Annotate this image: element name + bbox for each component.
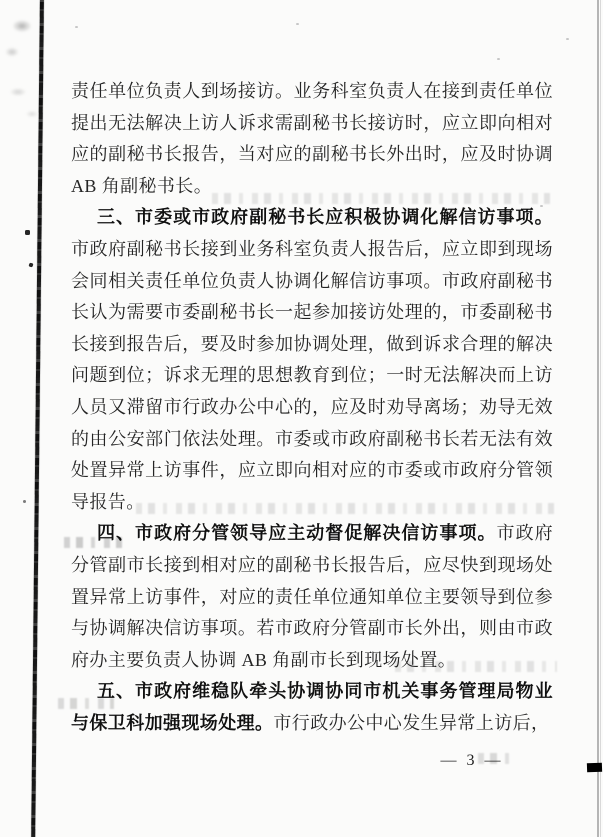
- section-4-paragraph: [71, 518, 553, 676]
- section-4-heading: 四、市政府分管领导应主动督促解决信访事项。: [97, 523, 497, 544]
- paper-speck: [566, 38, 569, 40]
- paragraph-continuation: 责任单位负责人到场接访。业务科室负责人在接到责任单位提出无法解决上访人诉求需副秘书长接访时，应立即向相对应的副秘书长报告，当对应的副秘书长外出时，应及时协调 AB 角副秘书长。: [71, 81, 553, 196]
- section-3-body-text: 市政府副秘书长接到业务科室负责人报告后，应立即到现场会同相关责任单位负责人协调化解信访事项。市政府副秘书长认为需要市委副秘书长一起参加接访处理的，市委副秘书长接到报告后，要及时参加协调处理，做到诉求合理的解决问题到位；诉求无理的思想教育到位；一时无法解决而上访人员又滞留市行政办公中心的，应及时劝导离场；劝导无效的由公安部门依法处理。市委或市政府副秘书长若无法有效处置异常上访事件，应立即向相对应的市委或市政府分管领导报告。: [71, 238, 553, 512]
- section-4-body-text: 市政府分管副市长接到相对应的副秘书长报告后，应尽快到现场处置异常上访事件，对应的责任单位通知单位主要领导到位参与协调解决信访事项。若市政府分管副市长外出，则由市政府办主要负责人协调 AB 角副市长到现场处置。: [71, 523, 553, 670]
- scan-black-mark: [587, 763, 602, 773]
- section-5-body-text: 市行政办公中心发生异常上访后，: [273, 712, 550, 733]
- section-5-heading: 五、市政府维稳队牵头协调协同市机关事务管理局物业与保卫科加强现场处理。: [71, 681, 553, 733]
- section-3-heading: 三、市委或市政府副秘书长应积极协调化解信访事项。: [97, 207, 553, 228]
- paper-speck: [75, 26, 78, 28]
- ink-dot: [28, 262, 33, 267]
- page-edge-line: [597, 0, 599, 837]
- binding-fold-line: [31, 0, 43, 837]
- document-body: [71, 76, 553, 739]
- section-3-paragraph: [71, 202, 553, 518]
- ink-dot: [23, 500, 26, 503]
- page-edge-line-outer: [600, 0, 601, 837]
- ink-dot: [25, 230, 30, 235]
- paper-speck: [497, 58, 500, 60]
- paper-speck: [296, 23, 299, 25]
- section-5-paragraph: [71, 676, 553, 739]
- page-number: — 3 —: [440, 752, 504, 769]
